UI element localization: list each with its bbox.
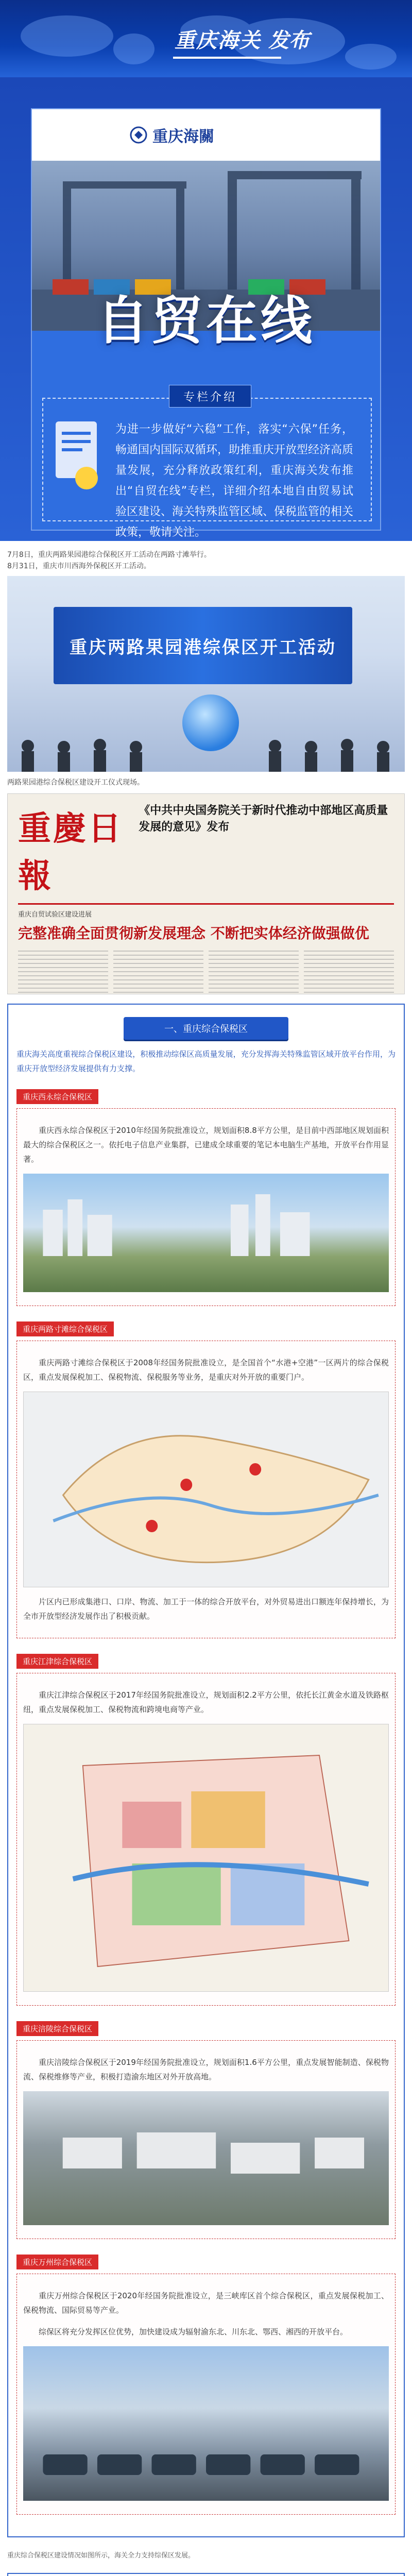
newspaper-sub: 重庆自贸试验区建设进展 [18, 911, 92, 919]
district-map [23, 1392, 389, 1587]
news-caption-1: 7月8日，重庆两路果园港综合保税区开工活动在两路寸滩举行。 [7, 551, 211, 559]
city-skyline-photo [23, 1174, 389, 1292]
newspaper-headline: 完整准确全面贯彻新发展理念 不断把实体经济做强做优 [18, 925, 369, 942]
newspaper-divider [18, 903, 394, 905]
customs-emblem-icon [130, 126, 147, 144]
card-fuling [16, 2040, 396, 2239]
subhead-xiyong: 重庆西永综合保税区 [16, 1089, 98, 1104]
header-banner [0, 0, 412, 77]
aerial-photo [23, 2091, 389, 2225]
document-icon [50, 411, 107, 509]
article-panel-2 [7, 2573, 405, 2576]
hero-logo-bar [32, 109, 380, 161]
intro-box [42, 398, 372, 539]
para-lianglu-b: 片区内已形成集港口、口岸、物流、加工于一体的综合开放平台，对外贸易进出口额连年保持增长，为全市开放型经济发展作出了积极贡献。 [23, 1597, 389, 1621]
vehicle-port-photo [23, 2346, 389, 2501]
para-wanzhou-b: 综保区将充分发挥区位优势，加快建设成为辐射渝东北、川东北、鄂西、湘西的开放平台。 [39, 2327, 348, 2336]
ceremony-board [54, 607, 352, 684]
hero-title: 自贸在线 [97, 291, 315, 351]
brand-title: 重庆海关 [175, 28, 261, 53]
para-xiyong: 重庆西永综合保税区于2010年经国务院批准设立，规划面积8.8平方公里，是目前中西部地区规划面积最大的综合保税区之一。依托电子信息产业集群，已建成全球重要的笔记本电脑生产基地，开放平台作用显著。 [23, 1126, 389, 1164]
card-xiyong [16, 1108, 396, 1306]
news-section [0, 541, 412, 994]
article-foot-note: 重庆综合保税区建设情况如图所示，海关全力支持综保区发展。 [7, 2552, 195, 2560]
news-caption-2: 8月31日，重庆市川西海外保税区开工活动。 [7, 562, 151, 570]
newspaper-columns [8, 946, 404, 994]
article-panel-1 [7, 1004, 405, 2537]
card-lianglu [16, 1341, 396, 1638]
news-caption-3: 两路果园港综合保税区建设开工仪式现场。 [7, 778, 144, 787]
planning-map [23, 1724, 389, 1992]
newspaper-headline-side: 《中共中央国务院关于新时代推动中部地区高质量发展的意见》发布 [139, 804, 388, 834]
ceremony-board-text: 重庆两路果园港综保区开工活动 [70, 637, 336, 658]
intro-tag: 专栏介绍 [169, 385, 251, 408]
ceremony-photo [7, 576, 405, 772]
card-wanzhou [16, 2274, 396, 2515]
card-jiangjin [16, 1673, 396, 2006]
para-lianglu: 重庆两路寸滩综合保税区于2008年经国务院批准设立，是全国首个“水港+空港”一区两片的综合保税区，重点发展保税加工、保税物流、保税服务等业务，是重庆对外开放的重要门户。 [23, 1358, 389, 1382]
newspaper-header [8, 794, 404, 901]
subhead-jiangjin: 重庆江津综合保税区 [16, 1654, 98, 1669]
subhead-fuling: 重庆涪陵综合保税区 [16, 2021, 98, 2036]
hero-logo-text: 重庆海關 [152, 128, 214, 146]
newspaper-clipping [7, 793, 405, 994]
article-lead: 重庆海关高度重视综合保税区建设，积极推动综保区高质量发展，充分发挥海关特殊监管区域开放平台作用，为重庆开放型经济发展提供有力支撑。 [16, 1049, 396, 1073]
para-jiangjin: 重庆江津综合保税区于2017年经国务院批准设立，规划面积2.2平方公里，依托长江黄金水道及铁路枢纽，重点发展保税加工、保税物流和跨境电商等产业。 [23, 1690, 389, 1714]
subhead-lianglu: 重庆两路寸滩综合保税区 [16, 1321, 114, 1336]
hero-card [31, 108, 381, 539]
crowd-silhouette [7, 736, 405, 772]
brand-underline [173, 57, 281, 59]
para-fuling: 重庆涪陵综合保税区于2019年经国务院批准设立，规划面积1.6平方公里，重点发展智能制造、保税物流、保税维修等产业，积极打造渝东地区对外开放高地。 [23, 2058, 389, 2081]
hero-section [0, 77, 412, 541]
section-title-1: 一、重庆综合保税区 [124, 1017, 288, 1040]
newspaper-masthead: 重慶日報 [18, 809, 123, 895]
intro-text: 为进一步做好“六稳”工作，落实“六保”任务，畅通国内国际双循环，助推重庆开放型经济高质量发展，充分释放政策红利，重庆海关发布推出“自贸在线”专栏，详细介绍本地自由贸易试验区建设、海关特殊监管区域、保税监管的相关政策，敬请关注。 [115, 423, 354, 539]
para-wanzhou: 重庆万州综合保税区于2020年经国务院批准设立，是三峡库区首个综合保税区，重点发展保税加工、保税物流、国际贸易等产业。 [23, 2291, 389, 2315]
brand-logo [170, 21, 314, 57]
brand-accent: 发布 [268, 28, 310, 53]
subhead-wanzhou: 重庆万州综合保税区 [16, 2255, 98, 2269]
